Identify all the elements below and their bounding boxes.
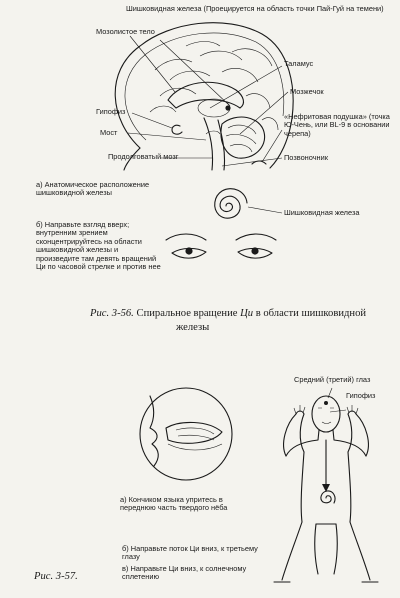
caption-qi: Ци (240, 308, 254, 319)
eyes-illustration (166, 234, 276, 258)
label-pons: Мост (100, 128, 118, 137)
label-thalamus: Таламус (284, 59, 314, 68)
label-pituitary-fig2: Гипофиз (346, 391, 376, 400)
cerebellum-shape (221, 117, 265, 158)
label-pineal-projection: Шишковидная железа (Проецируется на область точки Пай-Гуй на темени) (126, 4, 384, 13)
caption-fig-3-57 (34, 570, 78, 583)
label-cerebellum: Мозжечок (290, 87, 324, 96)
label-jade-pillow: «Нефритовая подушка» (точка Ю-Чень, или BL-9 в основании черепа) (284, 112, 390, 138)
label-third-eye: Средний (третий) глаз (294, 375, 371, 384)
caption-text-b: в области шишковидной (255, 308, 367, 319)
label-pituitary: Гипофиз (96, 107, 126, 116)
caption-fig-number: Рис. 3-56. (90, 308, 134, 319)
spiral-symbol (215, 189, 247, 218)
label-tongue-instruction: а) Кончиком языка упритесь в переднюю часть твердого нёба (120, 495, 228, 513)
caption-text-a: Спиральное вращение (136, 308, 238, 319)
label-flow-third-eye: б) Направьте поток Ци вниз, к третьему глазу (122, 544, 258, 562)
caption2-fig-number: Рис. 3-57. (34, 571, 78, 582)
caption-fig-3-56-line2: железы (176, 322, 210, 333)
mouth-illustration (140, 388, 232, 480)
label-step-a-anatomy: а) Анатомическое расположение шишковидной железы (36, 180, 150, 198)
label-step-b-instructions: б) Направьте взгляд вверх; внутренним зрением сконцентрируйтесь на области шишковидной железы и произведите там девять вращений Ци по часовой стрелке и против нее (36, 220, 161, 272)
standing-figure (274, 388, 378, 582)
brain-illustration (115, 23, 293, 170)
label-pineal-spiral: Шишковидная железа (284, 208, 360, 217)
label-medulla: Продолговатый мозг (108, 152, 179, 161)
label-spine: Позвоночник (284, 153, 329, 162)
label-flow-solar-plexus: в) Направьте Ци вниз, к солнечному сплетению (122, 564, 247, 582)
label-corpus-callosum: Мозолистое тело (96, 27, 155, 36)
caption-fig-3-56 (90, 307, 366, 320)
